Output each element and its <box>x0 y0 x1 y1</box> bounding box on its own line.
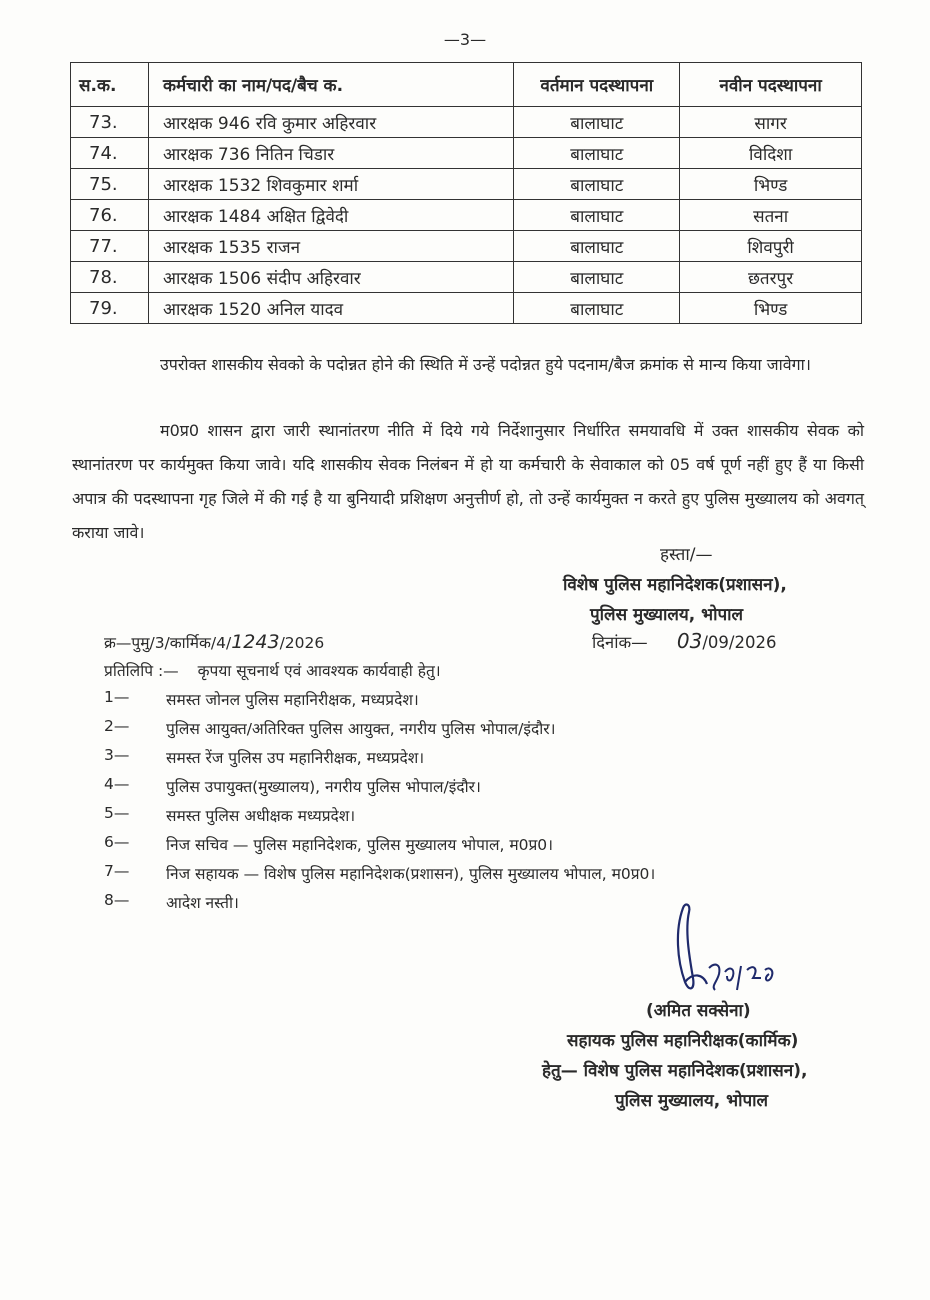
table-header-row <box>71 63 862 107</box>
cell-serial: 73. <box>71 107 149 138</box>
table-row <box>71 262 862 293</box>
cell-new-posting: छतरपुर <box>680 262 862 293</box>
copy-item <box>104 775 129 793</box>
cell-employee: आरक्षक 736 नितिन चिडार <box>148 138 513 169</box>
copy-item-number: 7— <box>104 862 130 880</box>
signatory2-office: पुलिस मुख्यालय, भोपाल <box>615 1091 769 1111</box>
copy-item <box>104 746 129 764</box>
cell-serial: 79. <box>71 293 149 324</box>
cell-employee: आरक्षक 1532 शिवकुमार शर्मा <box>148 169 513 200</box>
copy-item-number: 5— <box>104 804 130 822</box>
cell-current-posting: बालाघाट <box>514 169 680 200</box>
copy-item-number: 1— <box>104 688 130 706</box>
table-row <box>71 107 862 138</box>
copy-item <box>104 688 129 706</box>
cell-current-posting: बालाघाट <box>514 200 680 231</box>
copy-item-text: समस्त जोनल पुलिस महानिरीक्षक, मध्यप्रदेश। <box>166 691 419 709</box>
copy-to <box>104 659 441 681</box>
transfer-table <box>70 62 862 324</box>
copy-item <box>104 862 129 880</box>
reference-prefix: क्र—पुमु/3/कार्मिक/4/ <box>104 634 232 652</box>
handwritten-signature <box>655 900 795 1000</box>
cell-new-posting: भिण्ड <box>680 293 862 324</box>
paragraph-promotion <box>72 348 864 382</box>
reference-number <box>104 631 324 653</box>
copy-text: कृपया सूचनार्थ एवं आवश्यक कार्यवाही हेतु। <box>197 662 441 680</box>
copy-item-text: समस्त पुलिस अधीक्षक मध्यप्रदेश। <box>166 807 356 825</box>
cell-current-posting: बालाघाट <box>514 231 680 262</box>
header-employee: कर्मचारी का नाम/पद/बैच क. <box>148 63 513 107</box>
cell-employee: आरक्षक 1520 अनिल यादव <box>148 293 513 324</box>
table-row <box>71 293 862 324</box>
reference-year: /2026 <box>279 634 325 652</box>
cell-current-posting: बालाघाट <box>514 107 680 138</box>
signed-mark: हस्ता/— <box>660 545 713 565</box>
cell-current-posting: बालाघाट <box>514 262 680 293</box>
cell-serial: 78. <box>71 262 149 293</box>
date-day: 03 <box>676 629 703 653</box>
header-current-posting: वर्तमान पदस्थापना <box>514 63 680 107</box>
copy-item-number: 2— <box>104 717 130 735</box>
copy-item <box>104 717 129 735</box>
header-serial: स.क. <box>71 63 149 107</box>
signatory-name: (अमित सक्सेना) <box>646 1001 751 1021</box>
paragraph-promotion-text: उपरोक्त शासकीय सेवको के पदोन्नत होने की स्थिति में उन्हें पदोन्नत हुये पदनाम/बैज क्रमांक से मान्य किया जावेगा। <box>160 355 811 374</box>
signatory-designation: विशेष पुलिस महानिदेशक(प्रशासन), <box>563 575 787 595</box>
copy-item-number: 3— <box>104 746 130 764</box>
signatory-office: पुलिस मुख्यालय, भोपाल <box>590 605 744 625</box>
copy-item <box>104 833 129 851</box>
copy-item-text: पुलिस उपायुक्त(मुख्यालय), नगरीय पुलिस भोपाल/इंदौर। <box>166 778 481 796</box>
cell-new-posting: भिण्ड <box>680 169 862 200</box>
cell-serial: 75. <box>71 169 149 200</box>
date-month-year: /09/2026 <box>702 633 777 652</box>
cell-employee: आरक्षक 946 रवि कुमार अहिरवार <box>148 107 513 138</box>
signatory2-designation: सहायक पुलिस महानिरीक्षक(कार्मिक) <box>567 1031 799 1051</box>
copy-item-text: आदेश नस्ती। <box>166 894 239 912</box>
cell-current-posting: बालाघाट <box>514 293 680 324</box>
signatory2-for: हेतु— विशेष पुलिस महानिदेशक(प्रशासन), <box>542 1061 808 1081</box>
table-row <box>71 138 862 169</box>
paragraph-relieving <box>72 414 864 550</box>
page-number: —3— <box>443 30 487 49</box>
copy-item-text: समस्त रेंज पुलिस उप महानिरीक्षक, मध्यप्रदेश। <box>166 749 425 767</box>
copy-item-number: 6— <box>104 833 130 851</box>
table-row <box>71 169 862 200</box>
cell-employee: आरक्षक 1484 अक्षित द्विवेदी <box>148 200 513 231</box>
cell-new-posting: शिवपुरी <box>680 231 862 262</box>
header-new-posting: नवीन पदस्थापना <box>680 63 862 107</box>
copy-item-number: 8— <box>104 891 130 909</box>
copy-item-text: निज सहायक — विशेष पुलिस महानिदेशक(प्रशासन), पुलिस मुख्यालय भोपाल, म0प्र0। <box>166 865 656 883</box>
cell-new-posting: सतना <box>680 200 862 231</box>
cell-current-posting: बालाघाट <box>514 138 680 169</box>
copy-item-text: पुलिस आयुक्त/अतिरिक्त पुलिस आयुक्त, नगरीय पुलिस भोपाल/इंदौर। <box>166 720 556 738</box>
copy-item-number: 4— <box>104 775 130 793</box>
copy-label: प्रतिलिपि :— <box>104 662 179 680</box>
cell-serial: 76. <box>71 200 149 231</box>
copy-item-text: निज सचिव — पुलिस महानिदेशक, पुलिस मुख्यालय भोपाल, म0प्र0। <box>166 836 554 854</box>
date-label: दिनांक— <box>592 633 648 652</box>
copy-item <box>104 804 129 822</box>
copy-item <box>104 891 129 909</box>
cell-new-posting: विदिशा <box>680 138 862 169</box>
cell-serial: 74. <box>71 138 149 169</box>
cell-new-posting: सागर <box>680 107 862 138</box>
table-row <box>71 231 862 262</box>
table-row <box>71 200 862 231</box>
paragraph-relieving-text: म0प्र0 शासन द्वारा जारी स्थानांतरण नीति में दिये गये निर्देशानुसार निर्धारित समयावधि में उक्त शासकीय सेवक को स्थानांतरण पर कार्यमुक्त किया जावे। यदि शासकीय सेवक निलंबन में हो या कर्मचारी के सेवाकाल को 05 वर्ष पूर्ण नहीं हुए हैं या किसी अपात्र की पदस्थापना गृह जिले में की गई है या बुनियादी प्रशिक्षण अनुत्तीर्ण हो, तो उन्हें कार्यमुक्त न करते हुए पुलिस मुख्यालय को अवगत् कराया जावे। <box>72 421 864 542</box>
cell-employee: आरक्षक 1535 राजन <box>148 231 513 262</box>
reference-handwritten-number: 1243 <box>231 631 280 653</box>
order-date <box>592 629 776 653</box>
cell-serial: 77. <box>71 231 149 262</box>
cell-employee: आरक्षक 1506 संदीप अहिरवार <box>148 262 513 293</box>
